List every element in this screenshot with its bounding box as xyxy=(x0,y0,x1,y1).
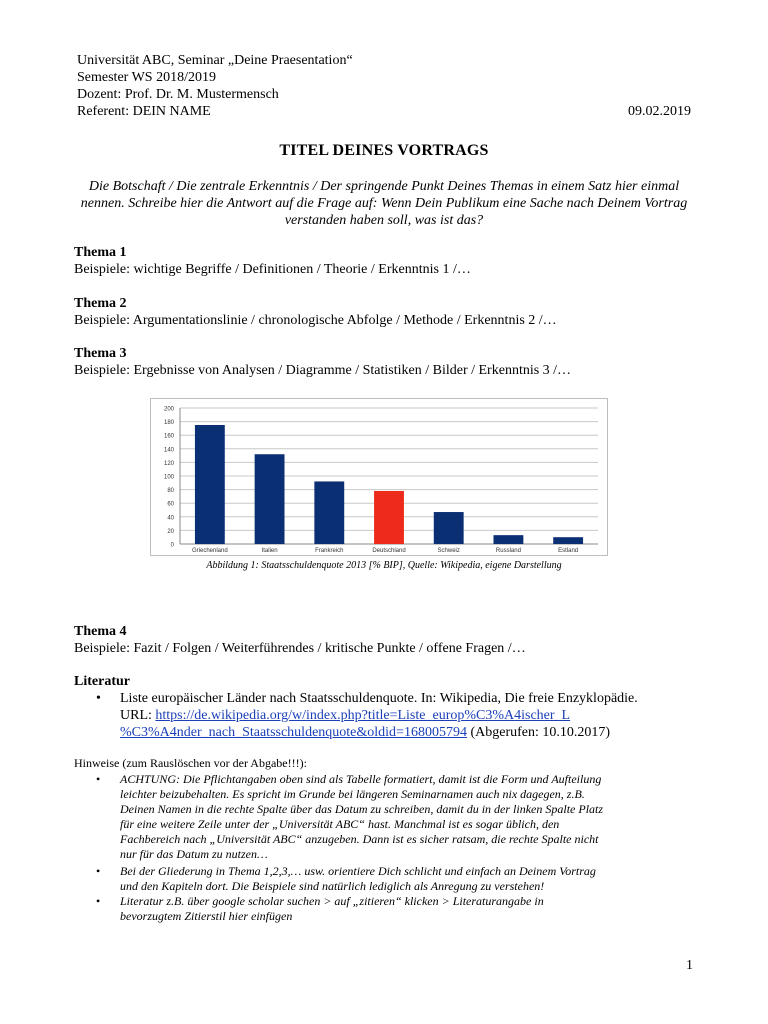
section-thema-1 xyxy=(74,244,694,278)
header-lecturer: Dozent: Prof. Dr. M. Mustermensch xyxy=(77,87,279,102)
y-tick-label: 180 xyxy=(163,420,174,427)
section-text: Beispiele: Fazit / Folgen / Weiterführendes / kritische Punkte / offene Fragen /… xyxy=(74,641,526,656)
document-title: TITEL DEINES VORTRAGS xyxy=(279,142,489,159)
y-tick-label: 0 xyxy=(170,542,174,549)
bullet-icon: • xyxy=(96,864,101,878)
hint-line: leichter beizubehalten. Es spricht im Grunde bei längeren Seminarnamen auch nix dagegen, z.B. xyxy=(120,787,585,801)
y-tick-label: 80 xyxy=(167,488,174,495)
bar-deutschland xyxy=(374,491,404,544)
hint-line: ACHTUNG: Die Pflichtangaben oben sind als Tabelle formatiert, damit ist die Form und Aufteilung xyxy=(120,772,602,786)
bar-italien xyxy=(255,454,285,544)
hint-text xyxy=(120,772,680,862)
literature-url-line-2 xyxy=(120,724,680,741)
header-date: 09.02.2019 xyxy=(628,104,691,119)
section-heading: Thema 4 xyxy=(74,624,127,639)
header-table xyxy=(77,52,691,120)
hints-title: Hinweise (zum Rauslöschen vor der Abgabe!!!): xyxy=(74,756,307,770)
literature-entry-text: Liste europäischer Länder nach Staatsschuldenquote. In: Wikipedia, Die freie Enzyklopädie. xyxy=(120,691,638,706)
header-referent: Referent: DEIN NAME xyxy=(77,104,211,119)
hint-line: für eine weitere Zeile unter der „Universität ABC“ hast. Manchmal ist es sogar üblich, den xyxy=(120,817,560,831)
section-thema-2 xyxy=(74,295,694,329)
y-tick-label: 200 xyxy=(163,406,174,413)
x-tick-label: Griechenland xyxy=(192,548,228,554)
section-text: Beispiele: Ergebnisse von Analysen / Diagramme / Statistiken / Bilder / Erkenntnis 3 /… xyxy=(74,363,572,378)
hint-line: Deinen Namen in die rechte Spalte über das Datum zu schreiben, damit du in der linken Spalte Platz xyxy=(120,802,604,816)
bar-russland xyxy=(494,535,524,544)
x-tick-label: Frankreich xyxy=(315,548,344,554)
section-heading: Thema 1 xyxy=(74,245,127,260)
x-tick-label: Schweiz xyxy=(437,548,460,554)
literature-heading: Literatur xyxy=(74,674,130,689)
page-number: 1 xyxy=(686,958,693,973)
hint-line: Fachbereich nach „Universität ABC“ anzugeben. Dann ist es sicher ratsam, die rechte Spalte nicht xyxy=(120,832,599,846)
lead-paragraph: Die Botschaft / Die zentrale Erkenntnis / Der springende Punkt Deines Themas in einem Satz hier einmal nennen. Schreibe hier die Antwort auf die Frage auf: Wenn Dein Publikum eine Sache nach Deinem Vortrag verstanden haben soll, was ist das? xyxy=(80,179,688,228)
y-tick-label: 100 xyxy=(163,474,174,481)
bar-griechenland xyxy=(195,425,225,544)
section-text: Beispiele: wichtige Begriffe / Definitionen / Theorie / Erkenntnis 1 /… xyxy=(74,262,471,277)
hint-line: und den Kapiteln dort. Die Beispiele sind natürlich lediglich als Anregung zu verstehen! xyxy=(120,879,545,893)
literature-entry xyxy=(120,690,680,741)
x-tick-label: Russland xyxy=(495,548,521,554)
bullet-icon: • xyxy=(96,691,101,706)
hint-text xyxy=(120,864,680,894)
literature-accessed: (Abgerufen: 10.10.2017) xyxy=(466,725,611,740)
x-tick-label: Italien xyxy=(261,548,278,554)
bar-chart xyxy=(150,398,608,556)
y-tick-label: 20 xyxy=(167,528,174,535)
x-tick-label: Estland xyxy=(558,548,579,554)
literature-url-link-1[interactable]: https://de.wikipedia.org/w/index.php?title=Liste_europ%C3%A4ischer_L xyxy=(155,708,571,723)
bar-frankreich xyxy=(314,481,344,544)
section-heading: Thema 2 xyxy=(74,296,127,311)
x-tick-label: Deutschland xyxy=(372,548,406,554)
y-tick-label: 160 xyxy=(163,433,174,440)
literature-section xyxy=(74,673,694,690)
y-tick-label: 140 xyxy=(163,447,174,454)
url-prefix: URL: xyxy=(120,708,156,723)
section-thema-4 xyxy=(74,623,694,657)
section-heading: Thema 3 xyxy=(74,346,127,361)
bar-schweiz xyxy=(434,512,464,544)
hint-line: Literatur z.B. über google scholar suchen > auf „zitieren“ klicken > Literaturangabe in xyxy=(120,894,544,908)
y-tick-label: 60 xyxy=(167,501,174,508)
y-tick-label: 40 xyxy=(167,515,174,522)
literature-url-link-2[interactable]: %C3%A4nder_nach_Staatsschuldenquote&oldid=168005794 xyxy=(120,725,467,740)
section-thema-3 xyxy=(74,345,694,379)
header-university: Universität ABC, Seminar „Deine Praesentation“ xyxy=(77,53,353,68)
bar-estland xyxy=(553,537,583,544)
hint-line: bevorzugtem Zitierstil hier einfügen xyxy=(120,909,293,923)
figure-caption: Abbildung 1: Staatsschuldenquote 2013 [% BIP], Quelle: Wikipedia, eigene Darstellung xyxy=(206,560,562,571)
y-tick-label: 120 xyxy=(163,460,174,467)
bullet-icon: • xyxy=(96,894,101,908)
hint-line: nur für das Datum zu nutzen… xyxy=(120,847,268,861)
hint-line: Bei der Gliederung in Thema 1,2,3,… usw. orientiere Dich schlicht und einfach an Deinem Vortrag xyxy=(120,864,596,878)
bar-chart-svg xyxy=(150,398,608,556)
bullet-icon: • xyxy=(96,772,101,786)
literature-url-line xyxy=(120,707,680,724)
section-text: Beispiele: Argumentationslinie / chronologische Abfolge / Methode / Erkenntnis 2 /… xyxy=(74,313,557,328)
header-semester: Semester WS 2018/2019 xyxy=(77,70,216,85)
header-referent-row xyxy=(77,103,691,120)
hint-text xyxy=(120,894,680,924)
